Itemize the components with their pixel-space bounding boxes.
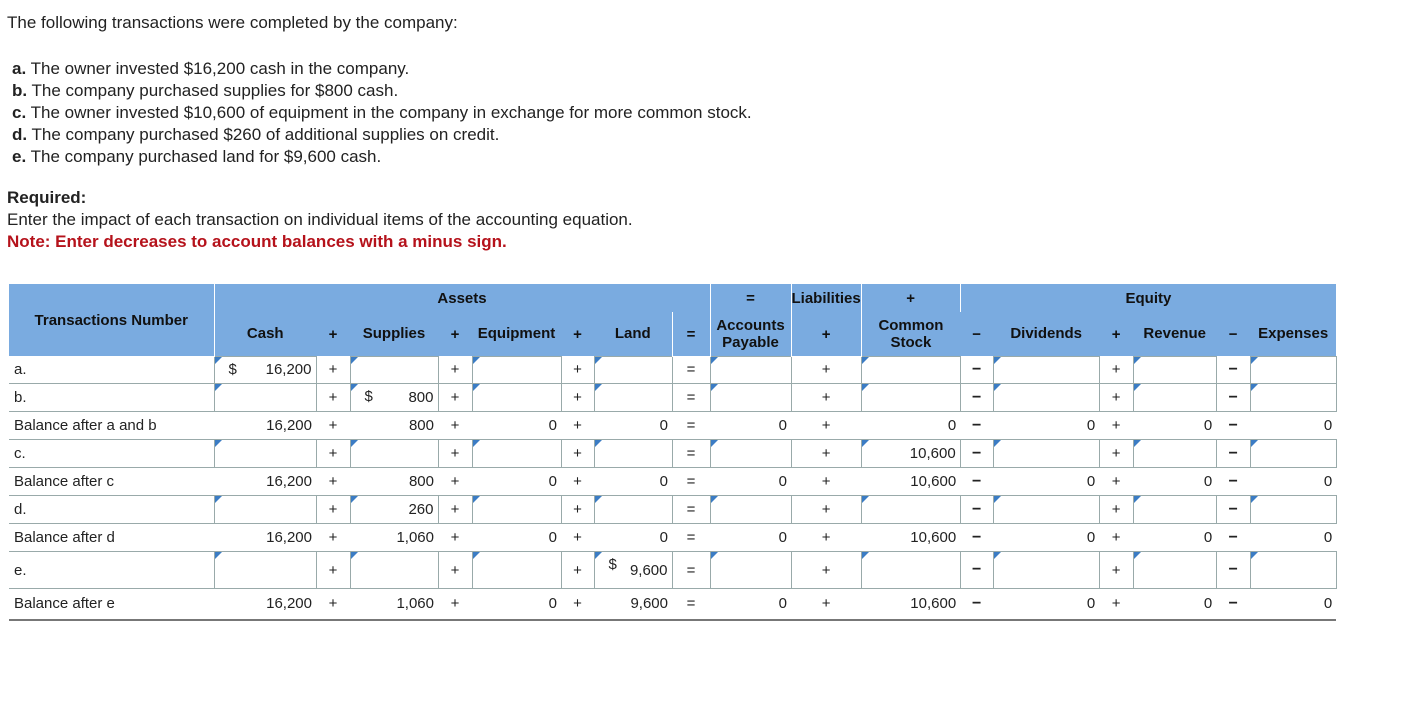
plus-sign: + xyxy=(1099,384,1133,412)
cell-value: 1,060 xyxy=(396,595,434,613)
cell-land-input[interactable] xyxy=(594,412,672,440)
plus-sign: + xyxy=(1099,524,1133,552)
header-minus-sign: − xyxy=(1216,312,1250,356)
minus-sign: − xyxy=(1216,496,1250,524)
cell-equipment-input[interactable] xyxy=(472,440,561,468)
cell-cs-input[interactable] xyxy=(861,356,960,384)
cell-land-input[interactable] xyxy=(594,356,672,384)
cell-rev-input[interactable] xyxy=(1133,468,1216,496)
plus-sign: + xyxy=(1099,356,1133,384)
input-marker-icon xyxy=(215,384,222,391)
cell-value: 0 xyxy=(778,595,787,613)
plus-sign: + xyxy=(791,412,861,440)
cell-value: 16,200 xyxy=(265,361,312,379)
cell-rev-input[interactable] xyxy=(1133,496,1216,524)
plus-sign: + xyxy=(791,524,861,552)
cell-ap-input[interactable] xyxy=(710,552,791,589)
input-marker-icon xyxy=(711,552,718,559)
input-marker-icon xyxy=(1134,384,1141,391)
transaction-text: The owner invested $10,600 of equipment in the company in exchange for more common stock. xyxy=(30,103,752,122)
plus-sign: + xyxy=(316,589,350,620)
plus-sign: + xyxy=(438,468,472,496)
transaction-item xyxy=(12,80,752,102)
minus-sign: − xyxy=(1216,412,1250,440)
input-marker-icon xyxy=(215,496,222,503)
equals-sign: = xyxy=(672,552,710,589)
required-heading: Required: xyxy=(7,188,87,207)
header-equity: Equity xyxy=(960,284,1336,312)
transaction-letter: e. xyxy=(12,147,27,166)
input-marker-icon xyxy=(711,384,718,391)
row-label: d. xyxy=(9,496,214,524)
row-label: Balance after c xyxy=(9,468,214,496)
input-marker-icon xyxy=(862,496,869,503)
input-marker-icon xyxy=(595,552,602,559)
cell-exp-input[interactable] xyxy=(1250,524,1336,552)
cell-exp-input[interactable] xyxy=(1250,384,1336,412)
cell-supplies-input[interactable] xyxy=(350,496,438,524)
minus-sign: − xyxy=(960,440,993,468)
plus-sign: + xyxy=(438,524,472,552)
cell-div-input[interactable] xyxy=(993,552,1099,589)
cell-value: 0 xyxy=(548,473,557,490)
cell-cash-input[interactable] xyxy=(214,552,316,589)
minus-sign: − xyxy=(960,468,993,496)
row-label: b. xyxy=(9,384,214,412)
input-marker-icon xyxy=(862,440,869,447)
row-label: Balance after a and b xyxy=(9,412,214,440)
cell-cash-input[interactable] xyxy=(214,468,316,496)
cell-value: 0 xyxy=(778,417,787,434)
required-section xyxy=(7,187,633,253)
cell-supplies-input[interactable] xyxy=(350,440,438,468)
cell-equipment-input[interactable] xyxy=(472,496,561,524)
cell-equipment-input[interactable] xyxy=(472,524,561,552)
header-cash: Cash xyxy=(214,312,316,356)
plus-sign: + xyxy=(1099,589,1133,620)
transaction-text: The company purchased land for $9,600 cash. xyxy=(30,147,382,166)
cell-div-input[interactable] xyxy=(993,412,1099,440)
input-marker-icon xyxy=(215,440,222,447)
cell-cash-input[interactable] xyxy=(214,384,316,412)
input-marker-icon xyxy=(351,357,358,364)
cell-rev-input[interactable] xyxy=(1133,524,1216,552)
transaction-letter: d. xyxy=(12,125,28,144)
header-plus-sign: + xyxy=(561,312,594,356)
cell-value: 0 xyxy=(1323,473,1333,490)
input-marker-icon xyxy=(595,357,602,364)
equals-sign: = xyxy=(672,468,710,496)
cell-div-input[interactable] xyxy=(993,468,1099,496)
plus-sign: + xyxy=(791,384,861,412)
row-label: Balance after e xyxy=(9,589,214,620)
header-plus-sign: + xyxy=(438,312,472,356)
transaction-text: The company purchased supplies for $800 cash. xyxy=(31,81,399,100)
input-marker-icon xyxy=(711,357,718,364)
minus-sign: − xyxy=(1216,552,1250,589)
cell-equipment-input[interactable] xyxy=(472,589,561,620)
plus-sign: + xyxy=(561,440,594,468)
minus-sign: − xyxy=(1216,524,1250,552)
cell-supplies-input[interactable] xyxy=(350,589,438,620)
minus-sign: − xyxy=(960,412,993,440)
plus-sign: + xyxy=(438,552,472,589)
equals-sign: = xyxy=(672,496,710,524)
cell-ap-input[interactable] xyxy=(710,440,791,468)
minus-sign: − xyxy=(1216,589,1250,620)
plus-sign: + xyxy=(316,524,350,552)
header-transactions-number: Transactions Number xyxy=(9,284,214,356)
input-marker-icon xyxy=(595,384,602,391)
cell-equipment-input[interactable] xyxy=(472,552,561,589)
plus-sign: + xyxy=(791,440,861,468)
cell-value: 800 xyxy=(408,389,434,406)
cell-rev-input[interactable] xyxy=(1133,384,1216,412)
transaction-letter: b. xyxy=(12,81,28,100)
cell-land-input[interactable] xyxy=(594,468,672,496)
cell-div-input[interactable] xyxy=(993,384,1099,412)
input-marker-icon xyxy=(595,440,602,447)
input-marker-icon xyxy=(994,440,1001,447)
plus-sign: + xyxy=(561,552,594,589)
plus-sign: + xyxy=(561,589,594,620)
cell-value: 0 xyxy=(659,473,668,490)
cell-value: 16,200 xyxy=(266,417,312,434)
cell-value: 800 xyxy=(408,417,434,434)
input-marker-icon xyxy=(1134,552,1141,559)
cell-value: 0 xyxy=(1203,529,1213,546)
input-marker-icon xyxy=(351,496,358,503)
cell-supplies-input[interactable] xyxy=(350,412,438,440)
cell-ap-input[interactable] xyxy=(710,496,791,524)
plus-sign: + xyxy=(1099,552,1133,589)
equals-sign: = xyxy=(672,356,710,384)
cell-exp-input[interactable] xyxy=(1250,552,1336,589)
input-marker-icon xyxy=(351,384,358,391)
minus-sign: − xyxy=(960,384,993,412)
input-marker-icon xyxy=(862,552,869,559)
plus-sign: + xyxy=(791,468,861,496)
cell-cash-input[interactable] xyxy=(214,496,316,524)
cell-value: 0 xyxy=(548,595,557,613)
cell-ap-input[interactable] xyxy=(710,356,791,384)
input-marker-icon xyxy=(1251,384,1258,391)
cell-value: 0 xyxy=(1086,473,1096,490)
minus-sign: − xyxy=(1216,468,1250,496)
cell-land-input[interactable] xyxy=(594,524,672,552)
input-marker-icon xyxy=(711,496,718,503)
header-expenses: Expenses xyxy=(1250,312,1336,356)
plus-sign: + xyxy=(438,440,472,468)
input-marker-icon xyxy=(862,357,869,364)
header-supplies: Supplies xyxy=(350,312,438,356)
header-land: Land xyxy=(594,312,672,356)
header-equals-sign: = xyxy=(672,312,710,356)
cell-value: 0 xyxy=(548,529,557,546)
minus-sign: − xyxy=(1216,440,1250,468)
input-marker-icon xyxy=(1134,440,1141,447)
cell-cs-input[interactable] xyxy=(861,524,960,552)
input-marker-icon xyxy=(1134,357,1141,364)
cell-cs-input[interactable] xyxy=(861,589,960,620)
cell-value: 10,600 xyxy=(910,529,957,546)
plus-sign: + xyxy=(438,589,472,620)
cell-value: 0 xyxy=(1323,417,1333,434)
minus-sign: − xyxy=(960,496,993,524)
plus-sign: + xyxy=(316,468,350,496)
plus-sign: + xyxy=(1099,440,1133,468)
cell-equipment-input[interactable] xyxy=(472,384,561,412)
transaction-letter: a. xyxy=(12,59,27,78)
cell-cash-input[interactable] xyxy=(214,412,316,440)
cell-value: 0 xyxy=(778,473,787,490)
input-marker-icon xyxy=(595,496,602,503)
input-marker-icon xyxy=(215,552,222,559)
input-marker-icon xyxy=(1251,440,1258,447)
input-marker-icon xyxy=(1251,552,1258,559)
plus-sign: + xyxy=(438,384,472,412)
cell-rev-input[interactable] xyxy=(1133,440,1216,468)
header-dividends: Dividends xyxy=(993,312,1099,356)
input-marker-icon xyxy=(215,357,222,364)
cell-div-input[interactable] xyxy=(993,524,1099,552)
cell-cs-input[interactable] xyxy=(861,496,960,524)
cell-value: 16,200 xyxy=(266,473,312,490)
cell-value: 0 xyxy=(659,417,668,434)
cell-value: 0 xyxy=(1086,529,1096,546)
cell-rev-input[interactable] xyxy=(1133,412,1216,440)
equals-sign: = xyxy=(672,384,710,412)
equals-sign: = xyxy=(672,412,710,440)
cell-cs-input[interactable] xyxy=(861,412,960,440)
equals-sign: = xyxy=(672,589,710,620)
plus-sign: + xyxy=(316,356,350,384)
plus-sign: + xyxy=(561,412,594,440)
header-assets: Assets xyxy=(214,284,710,312)
plus-sign: + xyxy=(316,384,350,412)
input-marker-icon xyxy=(1251,496,1258,503)
dollar-sign: $ xyxy=(608,556,617,573)
cell-exp-input[interactable] xyxy=(1250,496,1336,524)
cell-div-input[interactable] xyxy=(993,356,1099,384)
cell-supplies-input[interactable] xyxy=(350,524,438,552)
transaction-text: The owner invested $16,200 cash in the company. xyxy=(30,59,410,78)
row-label: c. xyxy=(9,440,214,468)
cell-supplies-input[interactable] xyxy=(350,356,438,384)
row-label: a. xyxy=(9,356,214,384)
cell-value: 0 xyxy=(778,529,787,546)
cell-value: 1,060 xyxy=(396,529,434,546)
plus-sign: + xyxy=(791,356,861,384)
cell-value: 10,600 xyxy=(910,473,957,490)
input-marker-icon xyxy=(351,440,358,447)
input-marker-icon xyxy=(711,440,718,447)
cell-value: 10,600 xyxy=(910,595,957,613)
plus-sign: + xyxy=(561,524,594,552)
cell-ap-input[interactable] xyxy=(710,412,791,440)
input-marker-icon xyxy=(1251,357,1258,364)
plus-sign: + xyxy=(561,384,594,412)
cell-value: 16,200 xyxy=(266,529,312,546)
cell-rev-input[interactable] xyxy=(1133,589,1216,620)
cell-exp-input[interactable] xyxy=(1250,589,1336,620)
required-note: Note: Enter decreases to account balances with a minus sign. xyxy=(7,232,507,251)
equals-sign: = xyxy=(672,524,710,552)
cell-land-input[interactable] xyxy=(594,552,672,589)
transaction-item xyxy=(12,102,752,124)
input-marker-icon xyxy=(862,384,869,391)
header-liabilities: Liabilities xyxy=(791,284,861,312)
cell-rev-input[interactable] xyxy=(1133,552,1216,589)
header-common-stock: Common Stock xyxy=(861,312,960,356)
transaction-item xyxy=(12,146,752,168)
cell-equipment-input[interactable] xyxy=(472,468,561,496)
plus-sign: + xyxy=(438,412,472,440)
intro-text: The following transactions were completed by the company: xyxy=(7,13,458,32)
dollar-sign: $ xyxy=(228,360,237,378)
plus-sign: + xyxy=(316,552,350,589)
input-marker-icon xyxy=(473,440,480,447)
header-plus-sign: + xyxy=(791,312,861,356)
cell-supplies-input[interactable] xyxy=(350,384,438,412)
cell-value: 0 xyxy=(659,529,668,546)
header-revenue: Revenue xyxy=(1133,312,1216,356)
transaction-item xyxy=(12,124,752,146)
cell-cash-input[interactable] xyxy=(214,589,316,620)
cell-supplies-input[interactable] xyxy=(350,468,438,496)
header-equals-sign: = xyxy=(710,284,791,312)
plus-sign: + xyxy=(791,552,861,589)
input-marker-icon xyxy=(473,357,480,364)
cell-land-input[interactable] xyxy=(594,384,672,412)
minus-sign: − xyxy=(1216,384,1250,412)
input-marker-icon xyxy=(994,357,1001,364)
plus-sign: + xyxy=(316,496,350,524)
cell-value: 0 xyxy=(1203,417,1213,434)
transaction-list xyxy=(12,58,752,168)
cell-land-input[interactable] xyxy=(594,440,672,468)
cell-cash-input[interactable] xyxy=(214,356,316,384)
accounting-equation-table xyxy=(9,284,1337,621)
cell-cs-input[interactable] xyxy=(861,384,960,412)
input-marker-icon xyxy=(994,384,1001,391)
transaction-item xyxy=(12,58,752,80)
cell-value: 0 xyxy=(947,417,957,434)
cell-cash-input[interactable] xyxy=(214,440,316,468)
cell-ap-input[interactable] xyxy=(710,589,791,620)
required-text: Enter the impact of each transaction on individual items of the accounting equation. xyxy=(7,210,633,229)
plus-sign: + xyxy=(438,356,472,384)
cell-ap-input[interactable] xyxy=(710,384,791,412)
cell-exp-input[interactable] xyxy=(1250,440,1336,468)
input-marker-icon xyxy=(473,496,480,503)
cell-cs-input[interactable] xyxy=(861,440,960,468)
input-marker-icon xyxy=(994,496,1001,503)
cell-value: 0 xyxy=(1086,417,1096,434)
header-plus-sign: + xyxy=(1099,312,1133,356)
input-marker-icon xyxy=(1134,496,1141,503)
cell-value: 0 xyxy=(548,417,557,434)
transaction-text: The company purchased $260 of additional supplies on credit. xyxy=(31,125,500,144)
plus-sign: + xyxy=(1099,468,1133,496)
plus-sign: + xyxy=(316,440,350,468)
minus-sign: − xyxy=(960,356,993,384)
plus-sign: + xyxy=(791,496,861,524)
cell-value: 0 xyxy=(1323,595,1333,613)
cell-supplies-input[interactable] xyxy=(350,552,438,589)
cell-value: 9,600 xyxy=(630,595,668,613)
cell-value: 0 xyxy=(1086,595,1096,613)
cell-cs-input[interactable] xyxy=(861,552,960,589)
cell-equipment-input[interactable] xyxy=(472,412,561,440)
row-label: e. xyxy=(9,552,214,589)
cell-cash-input[interactable] xyxy=(214,524,316,552)
plus-sign: + xyxy=(438,496,472,524)
plus-sign: + xyxy=(316,412,350,440)
plus-sign: + xyxy=(1099,496,1133,524)
plus-sign: + xyxy=(561,496,594,524)
cell-exp-input[interactable] xyxy=(1250,412,1336,440)
cell-value: 0 xyxy=(1323,529,1333,546)
cell-land-input[interactable] xyxy=(594,589,672,620)
cell-div-input[interactable] xyxy=(993,440,1099,468)
cell-value: 0 xyxy=(1203,473,1213,490)
minus-sign: − xyxy=(1216,356,1250,384)
header-equipment: Equipment xyxy=(472,312,561,356)
cell-value: 260 xyxy=(408,501,434,518)
plus-sign: + xyxy=(561,356,594,384)
minus-sign: − xyxy=(960,524,993,552)
row-label: Balance after d xyxy=(9,524,214,552)
cell-rev-input[interactable] xyxy=(1133,356,1216,384)
cell-value: 10,600 xyxy=(909,445,956,462)
minus-sign: − xyxy=(960,552,993,589)
cell-value: 16,200 xyxy=(266,595,312,613)
cell-cs-input[interactable] xyxy=(861,468,960,496)
input-marker-icon xyxy=(351,552,358,559)
cell-div-input[interactable] xyxy=(993,589,1099,620)
cell-ap-input[interactable] xyxy=(710,468,791,496)
cell-div-input[interactable] xyxy=(993,496,1099,524)
plus-sign: + xyxy=(1099,412,1133,440)
cell-ap-input[interactable] xyxy=(710,524,791,552)
input-marker-icon xyxy=(473,384,480,391)
cell-land-input[interactable] xyxy=(594,496,672,524)
cell-exp-input[interactable] xyxy=(1250,356,1336,384)
minus-sign: − xyxy=(960,589,993,620)
cell-value: 0 xyxy=(1203,595,1213,613)
header-plus-sign: + xyxy=(861,284,960,312)
plus-sign: + xyxy=(791,589,861,620)
plus-sign: + xyxy=(561,468,594,496)
cell-exp-input[interactable] xyxy=(1250,468,1336,496)
transaction-letter: c. xyxy=(12,103,27,122)
input-marker-icon xyxy=(473,552,480,559)
header-plus-sign: + xyxy=(316,312,350,356)
cell-equipment-input[interactable] xyxy=(472,356,561,384)
cell-value: 9,600 xyxy=(629,561,668,579)
dollar-sign: $ xyxy=(364,388,373,405)
header-minus-sign: − xyxy=(960,312,993,356)
equals-sign: = xyxy=(672,440,710,468)
cell-value: 800 xyxy=(408,473,434,490)
header-accounts-payable: Accounts Payable xyxy=(710,312,791,356)
input-marker-icon xyxy=(994,552,1001,559)
